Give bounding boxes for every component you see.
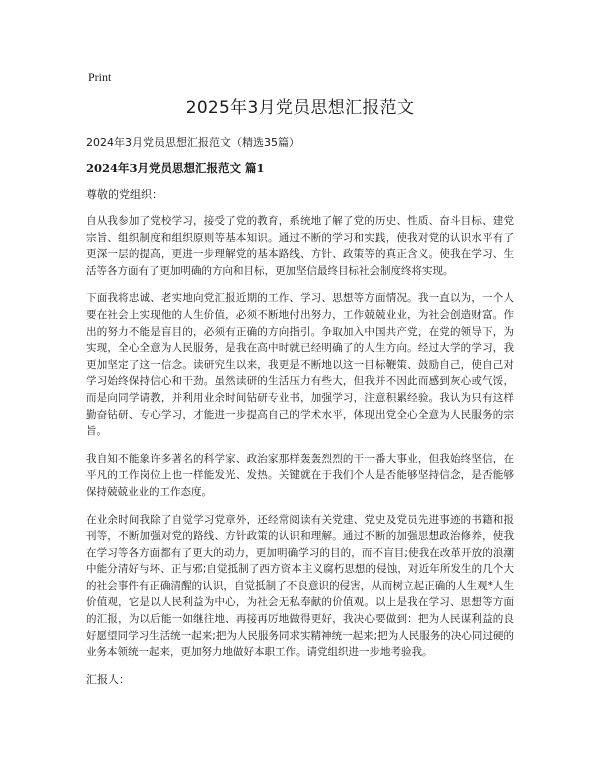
document-subtitle: 2024年3月党员思想汇报范文（精选35篇） [86,136,300,149]
print-link[interactable]: Print [88,70,112,84]
signature-label: 汇报人： [86,672,130,686]
paragraph-1: 自从我参加了党校学习，接受了党的教育，系统地了解了党的历史、性质、奋斗目标、建党宗旨、组织制度和组织原则等基本知识。通过不断的学习和实践，使我对党的认识水平有了更深一层的提高，更进一步理解党的基本路线、方针、政策等的真正含义。使我在学习、生活等各方面有了更加明确的方向和目标，更加坚信最终目标社会制度终将实现。 [86,215,514,277]
document-title: 2025年3月党员思想汇报范文 [185,98,415,118]
salutation: 尊敬的党组织： [86,188,163,201]
paragraph-3: 我自知不能象许多著名的科学家、政治家那样轰轰烈烈的干一番大事业，但我始终坚信，在平凡的工作岗位上也一样能发光、发热。关键就在于我们个人是否能够坚持信念，是否能够保持兢兢业业的工作态度。 [86,452,514,498]
section-heading: 2024年3月党员思想汇报范文 篇1 [86,161,265,175]
paragraph-4: 在业余时间我除了自觉学习党章外，还经常阅读有关党建、党史及党员先进事迹的书籍和报刊等，不断加强对党的路线、方针政策的认识和理解。通过不断的加强思想政治修养，使我在学习等各方面都有了更大的动力，更加明确学习的目的，而不盲目;使我在改革开放的浪潮中能分清好与坏、正与邪;自觉抵制了西方资本主义腐朽思想的侵蚀，对近年所发生的几个大的社会事件有正确清醒的认识，自觉抵制了不良意识的侵害，从而树立起正确的人生观*人生价值观，它是以人民利益为中心，为社会无私奉献的价值观。以上是我在学习、思想等方面的汇报，为以后能一如继往地、再接再厉地做得更好，我决心要做到：把为人民谋利益的良好愿望同学习生活统一起来;把为人民服务同求实精神统一起来;把为人民服务的决心同过硬的业务本领统一起来，更加努力地做好本职工作。请党组织进一步地考验我。 [86,513,514,659]
paragraph-2: 下面我将忠诚、老实地向党汇报近期的工作、学习、思想等方面情况。我一直以为，一个人要在社会上实现他的人生价值，必须不断地付出努力，工作兢兢业业，为社会创造财富。作出的努力不能是盲目的，必须有正确的方向指引。争取加入中国共产党，在党的领导下，为实现，全心全意为人民服务，是我在高中时就已经明确了的人生方向。经过大学的学习，我更加坚定了这一信念。读研究生以来，我更是不断地以这一目标鞭策、鼓励自己，使自己对学习始终保持信心和干劲。虽然读研的生活压力有些大，但我并不因此而感到灰心或气馁，而是向同学请教，并利用业余时间钻研专业书，加强学习，注意积累经验。我认为只有这样勤奋钻研、专心学习，才能进一步提高自己的学术水平，体现出党全心全意为人民服务的宗旨。 [86,292,514,438]
